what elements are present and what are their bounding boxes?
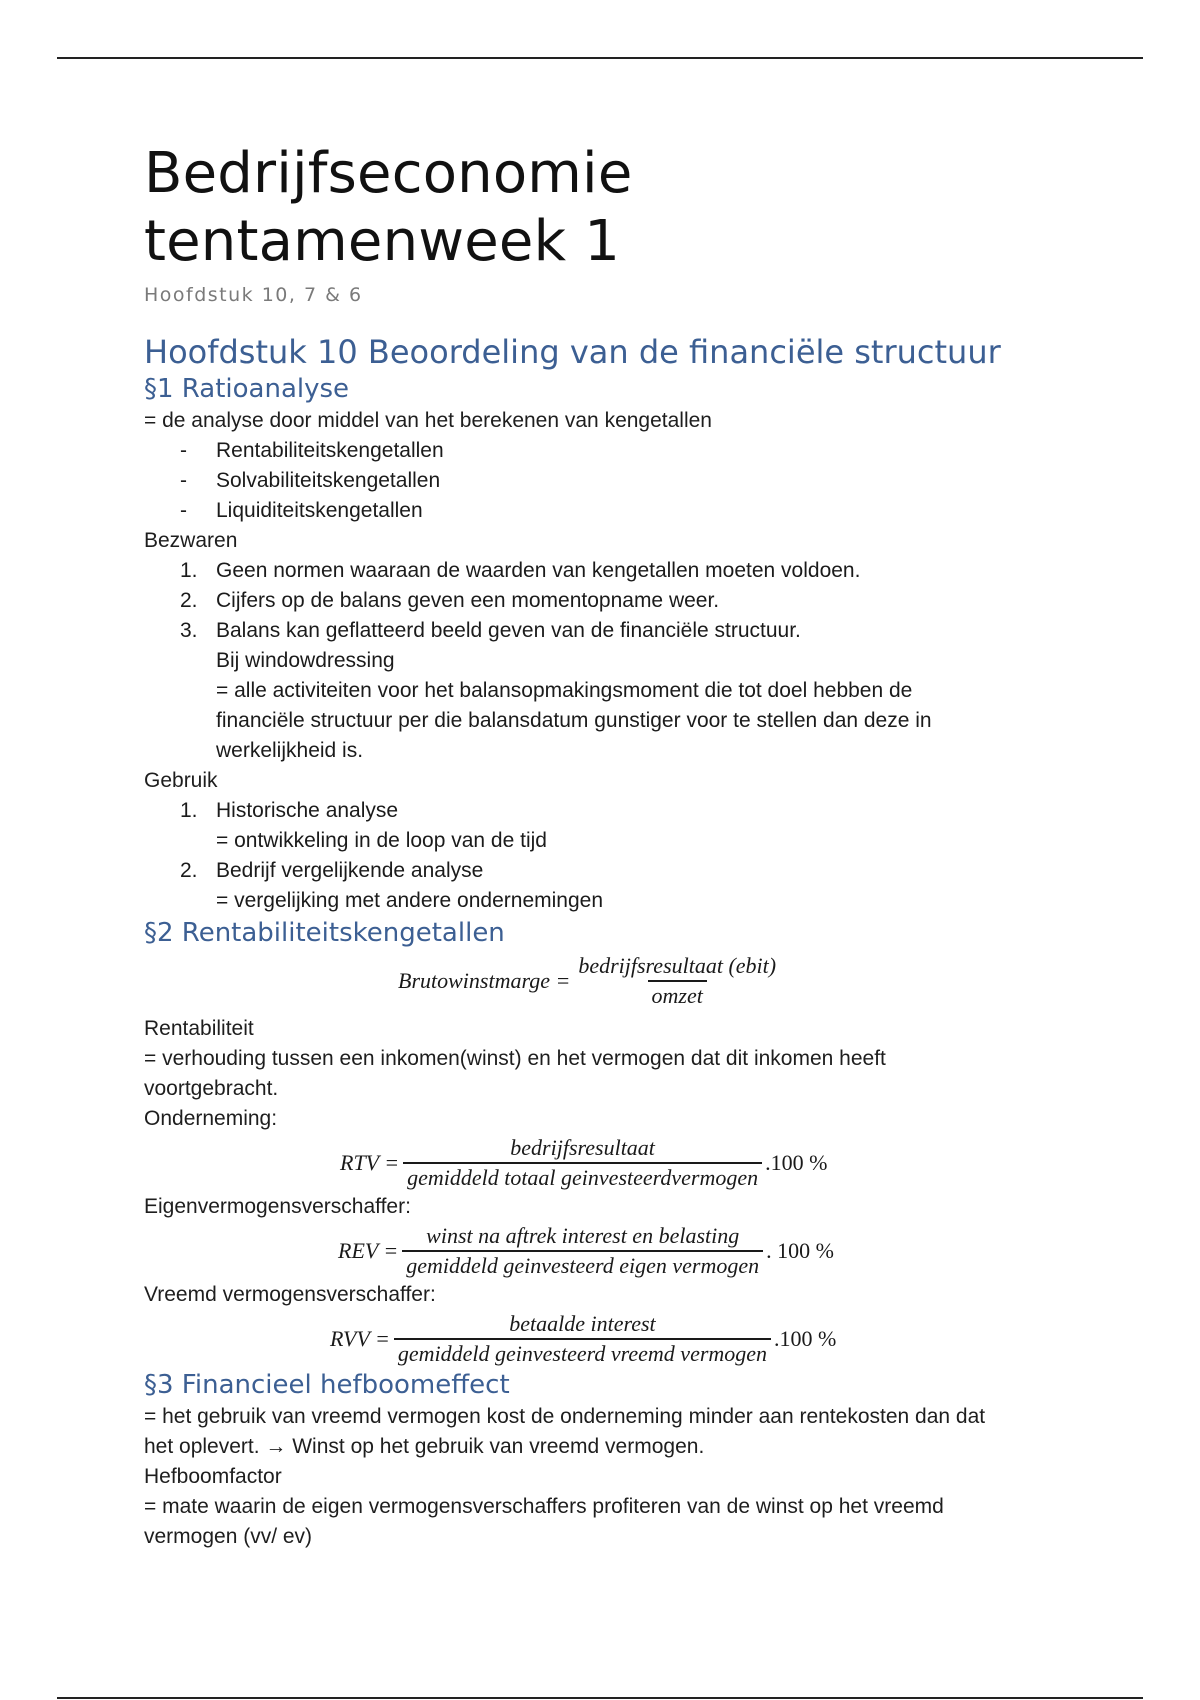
bezwaren-item: 3. Balans kan geflatteerd beeld geven van de financiële structuur. — [180, 619, 801, 642]
windowdressing-def: financiële structuur per die balansdatum gunstiger voor te stellen dan deze in — [216, 709, 932, 732]
formula-lhs: RVV = — [330, 1326, 390, 1351]
eigen-vermogen-label: Eigenvermogensverschaffer: — [144, 1195, 411, 1218]
hefboomfactor-def: vermogen (vv/ ev) — [144, 1525, 313, 1548]
section-1-heading: §1 Ratioanalyse — [144, 374, 350, 404]
header-rule — [57, 57, 1143, 59]
rtv-formula — [144, 1134, 1064, 1192]
formula-multiplier: . 100 % — [766, 1238, 834, 1263]
gebruik-def: = ontwikkeling in de loop van de tijd — [216, 829, 547, 852]
formula-lhs: REV = — [338, 1238, 399, 1263]
document-subtitle: Hoofdstuk 10, 7 & 6 — [144, 284, 363, 306]
windowdressing-label: Bij windowdressing — [216, 649, 395, 672]
formula-lhs: Brutowinstmarge = — [398, 968, 571, 993]
brutowinstmarge-formula — [144, 950, 1064, 1014]
formula-denominator: gemiddeld geinvesteerd vreemd vermogen — [394, 1338, 771, 1368]
formula-multiplier: .100 % — [774, 1326, 837, 1351]
vreemd-vermogen-label: Vreemd vermogensverschaffer: — [144, 1283, 436, 1306]
formula-numerator: bedrijfsresultaat — [510, 1135, 655, 1160]
chapter-heading: Hoofdstuk 10 Beoordeling van de financiële structuur — [144, 333, 1001, 371]
gebruik-item: 2. Bedrijf vergelijkende analyse — [180, 859, 484, 882]
section-3-heading: §3 Financieel hefboomeffect — [144, 1370, 510, 1400]
formula-denominator: gemiddeld geinvesteerd eigen vermogen — [402, 1250, 763, 1280]
formula-multiplier: .100 % — [765, 1150, 828, 1175]
rentabiliteit-def: = verhouding tussen een inkomen(winst) en het vermogen dat dit inkomen heeft — [144, 1047, 886, 1070]
formula-denominator: omzet — [648, 980, 707, 1010]
rvv-formula — [144, 1310, 1064, 1368]
formula-numerator: winst na aftrek interest en belasting — [426, 1223, 740, 1248]
document-title: Bedrijfseconomie tentamenweek 1 — [144, 141, 633, 274]
bezwaren-item: 1. Geen normen waaraan de waarden van kengetallen moeten voldoen. — [180, 559, 861, 582]
formula-denominator: gemiddeld totaal geinvesteerdvermogen — [403, 1162, 762, 1192]
gebruik-label: Gebruik — [144, 769, 218, 792]
footer-rule — [57, 1697, 1143, 1699]
bullet-item: - Solvabiliteitskengetallen — [180, 469, 441, 492]
formula-numerator: betaalde interest — [509, 1311, 656, 1336]
windowdressing-def: werkelijkheid is. — [216, 739, 364, 762]
hefboom-def: het oplevert. → Winst op het gebruik van vreemd vermogen. — [144, 1435, 705, 1458]
hefboomfactor-def: = mate waarin de eigen vermogensverschaffers profiteren van de winst op het vreemd — [144, 1495, 944, 1518]
bullet-item: - Liquiditeitskengetallen — [180, 499, 423, 522]
section-2-heading: §2 Rentabiliteitskengetallen — [144, 918, 505, 948]
s1-definition: = de analyse door middel van het berekenen van kengetallen — [144, 409, 712, 432]
document-body — [144, 140, 1064, 1552]
gebruik-item: 1. Historische analyse — [180, 799, 399, 822]
bullet-item: - Rentabiliteitskengetallen — [180, 439, 444, 462]
rentabiliteit-def: voortgebracht. — [144, 1077, 279, 1100]
bezwaren-label: Bezwaren — [144, 529, 238, 552]
bezwaren-item: 2. Cijfers op de balans geven een momentopname weer. — [180, 589, 720, 612]
hefboom-def: = het gebruik van vreemd vermogen kost de onderneming minder aan rentekosten dan dat — [144, 1405, 986, 1428]
formula-lhs: RTV = — [340, 1150, 400, 1175]
rentabiliteit-label: Rentabiliteit — [144, 1017, 254, 1040]
gebruik-def: = vergelijking met andere ondernemingen — [216, 889, 603, 912]
onderneming-label: Onderneming: — [144, 1107, 278, 1130]
rev-formula — [144, 1222, 1064, 1280]
hefboomfactor-label: Hefboomfactor — [144, 1465, 282, 1488]
formula-numerator: bedrijfsresultaat (ebit) — [578, 953, 777, 978]
windowdressing-def: = alle activiteiten voor het balansopmakingsmoment die tot doel hebben de — [216, 679, 913, 702]
